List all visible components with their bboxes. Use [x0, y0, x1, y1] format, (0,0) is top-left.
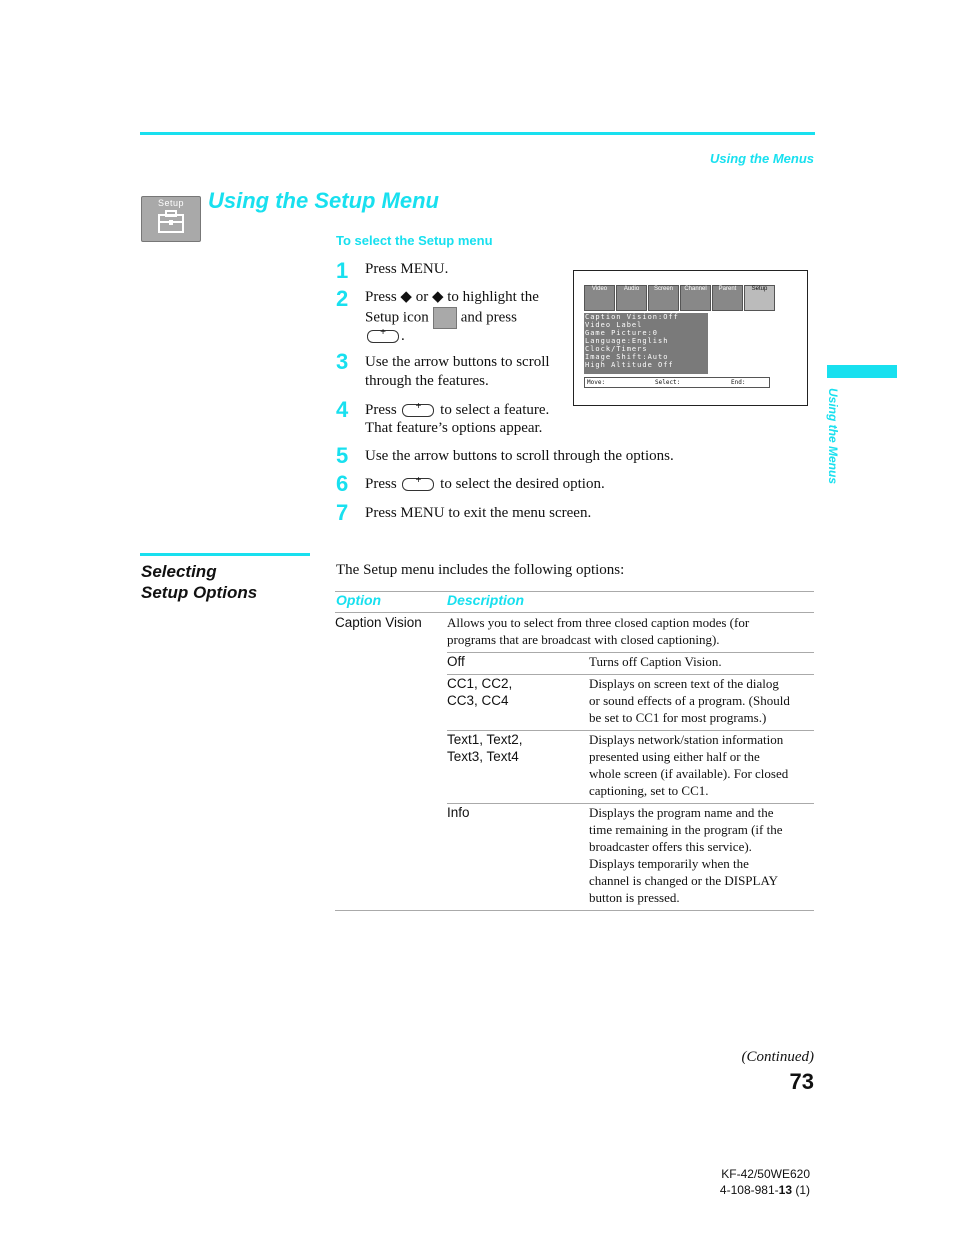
tv-menu-item: Language:English: [585, 337, 669, 345]
table-rule: [335, 612, 814, 613]
step-text-line2: through the features.: [365, 373, 489, 389]
select-button-icon: [402, 404, 434, 417]
tv-footer-end: End:: [731, 379, 746, 386]
page-number: 73: [789, 1069, 814, 1094]
tv-icon-label: Screen: [653, 286, 673, 292]
step-number: 3: [336, 349, 349, 374]
desc-line: button is pressed.: [589, 890, 680, 905]
setup-icon-label: Setup: [157, 198, 185, 208]
tv-footer-move: Move:: [587, 379, 606, 386]
step-text-line2: [365, 307, 517, 329]
part-number-prefix: 4-108-981-: [719, 1183, 779, 1197]
tv-icon-label: Video: [591, 286, 608, 292]
tv-menu-item: Video Label: [585, 321, 643, 329]
table-rule: [335, 910, 814, 911]
setting-name-line: Off: [447, 654, 465, 669]
desc-line: Turns off Caption Vision.: [589, 654, 722, 669]
intro-text: The Setup menu includes the following options:: [336, 562, 625, 578]
step-number: 4: [336, 397, 349, 422]
video-icon: [584, 285, 615, 311]
subheading: To select the Setup menu: [336, 233, 493, 248]
section-title-line: Setup Options: [141, 583, 258, 602]
option-description: [447, 614, 749, 648]
side-tab-text: Using the Menus: [826, 388, 840, 485]
desc-line: broadcaster offers this service).: [589, 839, 752, 854]
section-rule: [140, 553, 310, 556]
step-text-part: and press: [460, 309, 517, 326]
tv-menu-item: Image Shift:Auto: [585, 353, 669, 361]
section-title: [141, 561, 257, 603]
part-number-suffix: (1): [792, 1183, 810, 1197]
step-text-part: Setup icon: [365, 309, 429, 326]
side-tab-label: [822, 388, 842, 498]
desc-line: Allows you to select from three closed caption modes (for: [447, 615, 750, 630]
setup-tv-icon: [744, 285, 775, 311]
step-number: 7: [336, 500, 349, 525]
tv-menu-footer: [584, 377, 770, 388]
desc-line: captioning, set to CC1.: [589, 783, 709, 798]
tv-icon-label: Setup: [751, 286, 768, 292]
tv-screen-illustration: [573, 270, 808, 406]
step-text-part: Press: [365, 402, 397, 418]
setting-description: [589, 804, 783, 906]
setting-name-line: Text3, Text4: [447, 749, 519, 764]
footer-codes: [720, 1166, 810, 1198]
toolbox-icon: [142, 197, 200, 241]
tv-menu-item: Game Picture:0: [585, 329, 659, 337]
desc-line: whole screen (if available). For closed: [589, 766, 789, 781]
part-number-bold: 13: [778, 1183, 792, 1197]
tv-icon-label: Parent: [718, 286, 737, 292]
desc-line: time remaining in the program (if the: [589, 822, 783, 837]
model-number: KF-42/50WE620: [721, 1167, 810, 1181]
step-text: Press MENU.: [365, 261, 449, 277]
step-text-part: to select the desired option.: [440, 476, 605, 492]
desc-line: channel is changed or the DISPLAY: [589, 873, 779, 888]
desc-line: Displays network/station information: [589, 732, 784, 747]
setting-name: [447, 731, 523, 765]
tv-menu-list: [584, 313, 708, 374]
select-button-icon: [402, 478, 434, 491]
side-tab: [827, 365, 897, 378]
setting-name-line: Info: [447, 805, 470, 820]
step-text: [365, 401, 549, 420]
tv-icon-label: Channel: [684, 286, 707, 292]
continued-note: (Continued): [741, 1049, 814, 1065]
step-text-line3: [365, 327, 405, 346]
step-text: Press ◆ or ◆ to highlight the: [365, 289, 539, 305]
parent-icon: [712, 285, 743, 311]
setting-description: [589, 653, 722, 670]
setup-icon: [141, 196, 201, 242]
step-text: Use the arrow buttons to scroll: [365, 354, 550, 370]
step-text: [365, 475, 605, 494]
step-text-part: .: [401, 328, 405, 344]
channel-icon: [680, 285, 711, 311]
setting-name: [447, 675, 512, 709]
step-number: 5: [336, 443, 349, 468]
audio-icon: [616, 285, 647, 311]
step-text-line2: That feature’s options appear.: [365, 420, 543, 436]
setting-name: [447, 804, 470, 821]
select-button-icon: [367, 330, 399, 343]
tv-icon-label: Audio: [623, 286, 640, 292]
step-text: Press MENU to exit the menu screen.: [365, 505, 592, 521]
step-text-part: Press: [365, 476, 397, 492]
step-number: 1: [336, 258, 349, 283]
screen-icon: [648, 285, 679, 311]
desc-line: Displays temporarily when the: [589, 856, 749, 871]
tv-menu-item: High Altitude Off: [585, 361, 674, 369]
tv-footer-select: Select:: [655, 379, 681, 386]
setup-mini-icon: [433, 307, 457, 329]
step-text: Use the arrow buttons to scroll through the options.: [365, 448, 674, 464]
col-header-description: Description: [447, 592, 525, 608]
table-rule: [335, 591, 814, 592]
desc-line: or sound effects of a program. (Should: [589, 693, 790, 708]
tv-menu-item: Clock/Timers: [585, 345, 648, 353]
col-header-option: Option: [336, 592, 382, 608]
section-title-line: Selecting: [141, 562, 217, 581]
setting-name-line: CC1, CC2,: [447, 676, 513, 691]
step-number: 2: [336, 286, 349, 311]
setting-description: [589, 731, 788, 799]
setting-name-line: CC3, CC4: [447, 693, 509, 708]
setting-description: [589, 675, 790, 726]
desc-line: presented using either half or the: [589, 749, 760, 764]
header-rule: [140, 132, 815, 135]
step-text-part: to select a feature.: [440, 402, 550, 418]
desc-line: programs that are broadcast with closed captioning).: [447, 632, 720, 647]
step-number: 6: [336, 471, 349, 496]
desc-line: be set to CC1 for most programs.): [589, 710, 767, 725]
running-header: Using the Menus: [709, 151, 814, 166]
desc-line: Displays the program name and the: [589, 805, 774, 820]
option-name: Caption Vision: [335, 615, 422, 630]
part-number: [720, 1182, 810, 1198]
setting-name-line: Text1, Text2,: [447, 732, 523, 747]
setting-name: [447, 653, 465, 670]
page-title: Using the Setup Menu: [208, 188, 439, 213]
desc-line: Displays on screen text of the dialog: [589, 676, 779, 691]
tv-menu-item: Caption Vision:Off: [585, 313, 679, 321]
